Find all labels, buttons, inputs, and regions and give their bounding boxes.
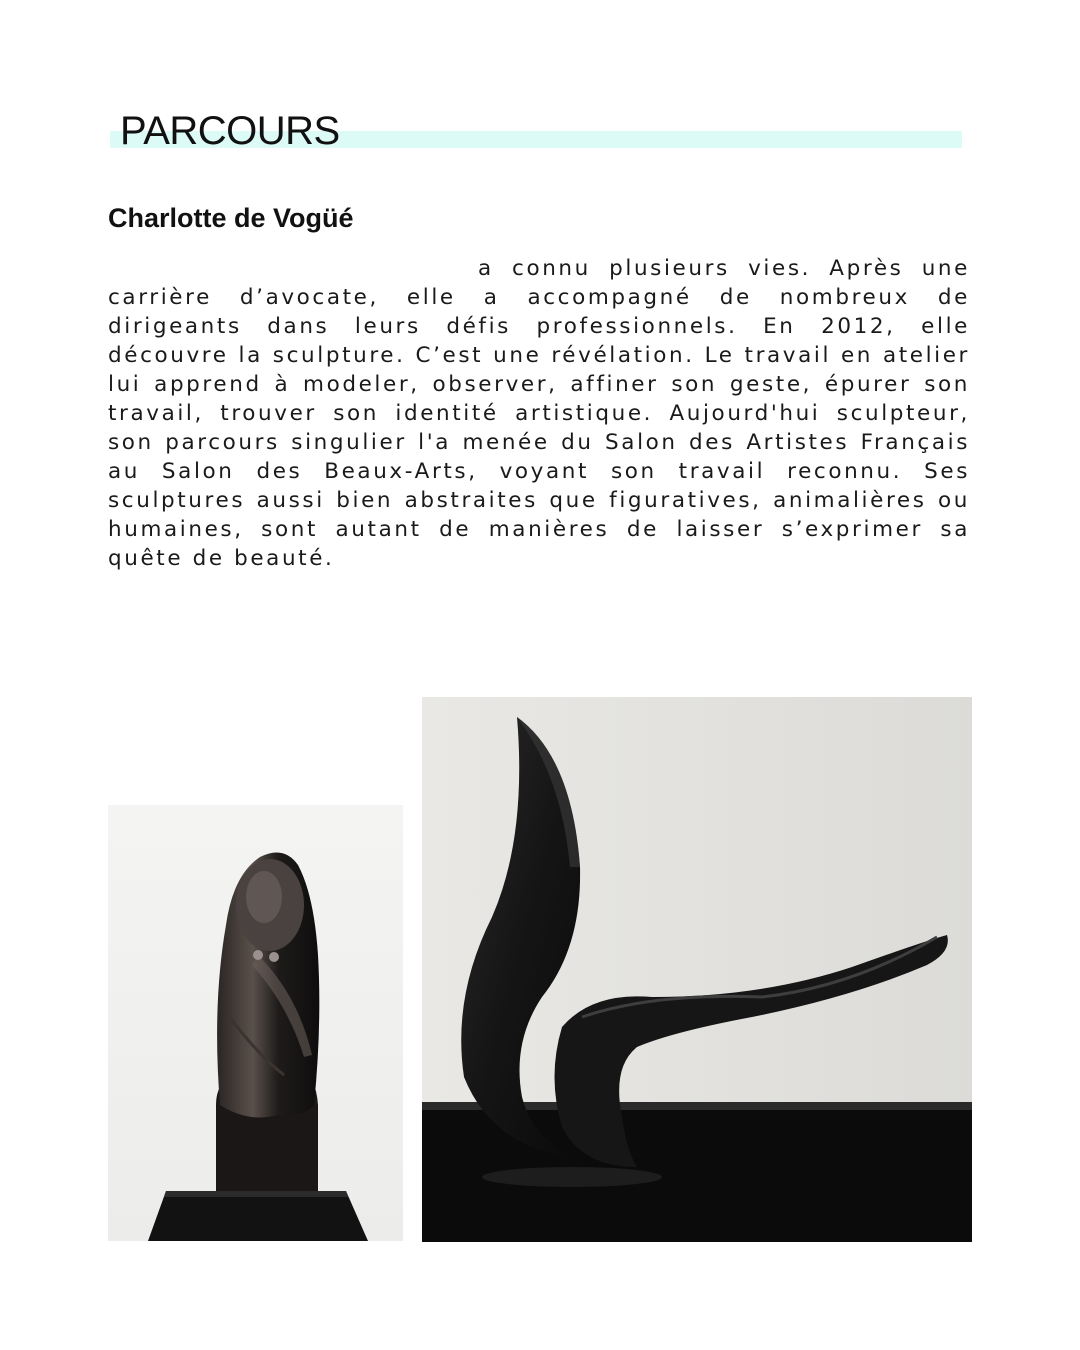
photo-icon — [108, 805, 403, 1241]
artist-name: Charlotte de Vogüé — [108, 203, 354, 233]
sculpture-photo-wrapped-figure — [108, 805, 403, 1241]
photo-icon — [422, 697, 972, 1242]
artist-bio: a connu plusieurs vies. Après une carrière d’avocate, elle a accompagné de nombreux de dirigeants dans leurs défis professionnels. En 2012, elle découvre la sculpture. C’est une révélation. Le travail en atelier lui apprend à modeler, observer, affiner son geste, épurer son travail, trouver son identité artistique. Aujourd'hui sculpteur, son parcours singulier l'a menée du Salon des Artistes Français au Salon des Beaux-Arts, voyant son travail reconnu. Ses sculptures aussi bien abstraites que figuratives, animalières ou humaines, sont autant de manières de laisser s’exprimer sa quête de beauté. — [108, 256, 970, 571]
section-title: PARCOURS — [120, 109, 340, 153]
sculpture-photo-abstract-wave — [422, 697, 972, 1242]
